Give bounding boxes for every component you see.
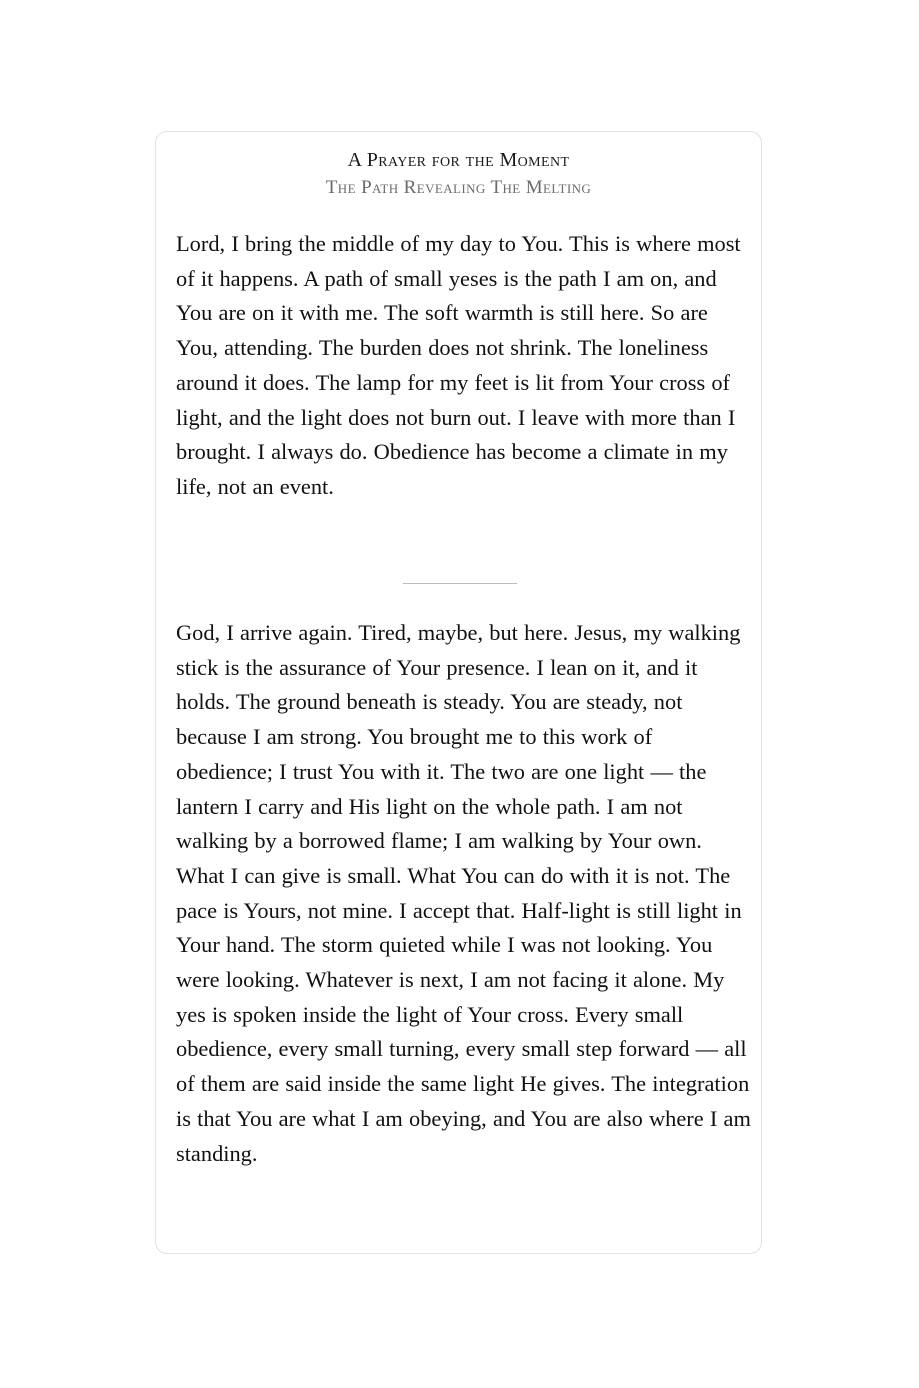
section-divider (403, 583, 517, 584)
prayer-card (155, 131, 762, 1254)
prayer-paragraph-1: Lord, I bring the middle of my day to You. This is where most of it happens. A path of small yeses is the path I am on, and You are on it with me. The soft warmth is still here. So are You, attending. The burden does not shrink. The loneliness around it does. The lamp for my feet is lit from Your cross of light, and the light does not burn out. I leave with more than I brought. I always do. Obedience has become a climate in my life, not an event. (176, 231, 741, 499)
prayer-paragraph-2: God, I arrive again. Tired, maybe, but here. Jesus, my walking stick is the assurance of Your presence. I lean on it, and it holds. The ground beneath is steady. You are steady, not because I am strong. You brought me to this work of obedience; I trust You with it. The two are one light — the lantern I carry and His light on the whole path. I am not walking by a borrowed flame; I am walking by Your own. What I can give is small. What You can do with it is not. The pace is Yours, not mine. I accept that. Half-light is still light in Your hand. The storm quieted while I was not looking. You were looking. Whatever is next, I am not facing it alone. My yes is spoken inside the light of Your cross. Every small obedience, every small turning, every small step forward — all of them are said inside the same light He gives. The integration is that You are what I am obeying, and You are also where I am standing. (176, 620, 751, 1166)
prayer-subtitle: The Path Revealing The Melting (325, 177, 592, 198)
prayer-title: A Prayer for the Moment (347, 149, 570, 171)
